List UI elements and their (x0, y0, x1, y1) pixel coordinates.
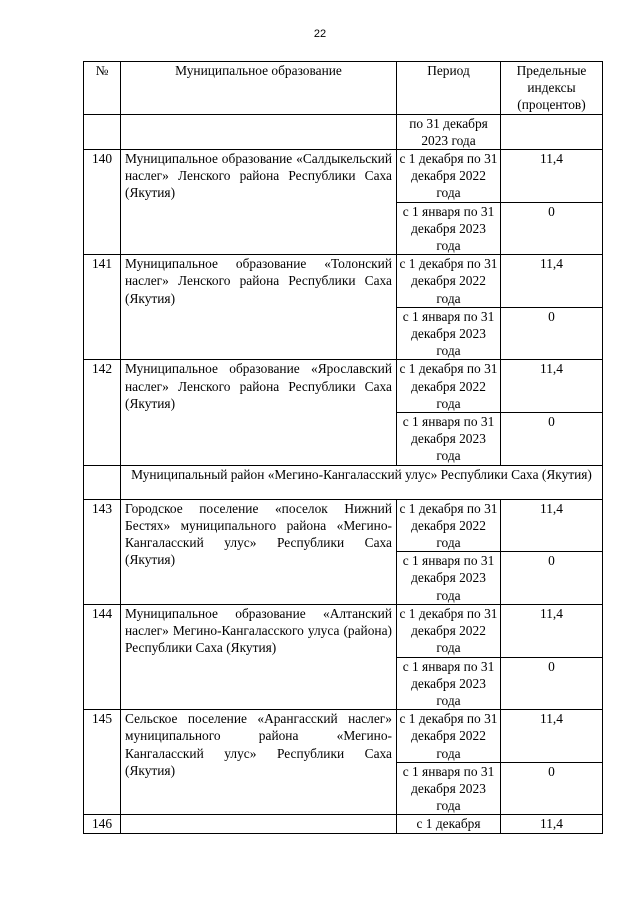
cell-period: с 1 января по 31 декабря 2023 года (397, 762, 501, 815)
cell-number: 141 (84, 255, 121, 360)
cell-period: с 1 января по 31 декабря 2023 года (397, 657, 501, 710)
cell-index (501, 114, 603, 149)
cell-index: 11,4 (501, 710, 603, 763)
table-row (84, 499, 603, 552)
cell-index: 11,4 (501, 604, 603, 657)
cell-index: 11,4 (501, 499, 603, 552)
table-row (84, 150, 603, 203)
cell-period: с 1 января по 31 декабря 2023 года (397, 307, 501, 360)
cell-number: 145 (84, 710, 121, 815)
cell-municipality: Муниципальное образование «Алтанский наслег» Мегино-Кангаласского улуса (района) Республики Саха (Якутия) (121, 604, 397, 709)
cell-municipality: Муниципальное образование «Толонский наслег» Ленского района Республики Саха (Якутия) (121, 255, 397, 360)
header-period: Период (397, 62, 501, 115)
table-header-row (84, 62, 603, 115)
cell-period: с 1 декабря (397, 815, 501, 833)
cell-municipality: Муниципальное образование «Салдыкельский наслег» Ленского района Республики Саха (Якутия) (121, 150, 397, 255)
cell-period: с 1 декабря по 31 декабря 2022 года (397, 710, 501, 763)
indices-table (83, 61, 603, 834)
cell-period: с 1 декабря по 31 декабря 2022 года (397, 360, 501, 413)
cell-index: 11,4 (501, 255, 603, 308)
header-municipality: Муниципальное образование (121, 62, 397, 115)
continuation-row (84, 114, 603, 149)
table-row (84, 255, 603, 308)
cell-index: 11,4 (501, 360, 603, 413)
cell-index: 0 (501, 552, 603, 605)
cell-municipality: Сельское поселение «Арангасский наслег» муниципального района «Мегино-Кангаласский улус» Республики Саха (Якутия) (121, 710, 397, 815)
table-row (84, 815, 603, 833)
header-number: № (84, 62, 121, 115)
cell-index: 11,4 (501, 150, 603, 203)
cell-period: по 31 декабря 2023 года (397, 114, 501, 149)
cell-index: 0 (501, 762, 603, 815)
cell-number (84, 465, 121, 499)
cell-index: 0 (501, 307, 603, 360)
cell-period: с 1 декабря по 31 декабря 2022 года (397, 150, 501, 203)
header-index: Предельные индексы (процентов) (501, 62, 603, 115)
cell-index: 0 (501, 657, 603, 710)
table-row (84, 604, 603, 657)
cell-number: 140 (84, 150, 121, 255)
cell-period: с 1 января по 31 декабря 2023 года (397, 552, 501, 605)
cell-period: с 1 января по 31 декабря 2023 года (397, 202, 501, 255)
page-number: 22 (313, 28, 327, 40)
cell-municipality (121, 114, 397, 149)
cell-number (84, 114, 121, 149)
cell-period: с 1 декабря по 31 декабря 2022 года (397, 255, 501, 308)
cell-period: с 1 декабря по 31 декабря 2022 года (397, 499, 501, 552)
cell-municipality: Городское поселение «поселок Нижний Бестях» муниципального района «Мегино-Кангаласский улус» Республики Саха (Якутия) (121, 499, 397, 604)
cell-municipality (121, 815, 397, 833)
cell-index: 0 (501, 413, 603, 466)
cell-index: 11,4 (501, 815, 603, 833)
cell-period: с 1 декабря по 31 декабря 2022 года (397, 604, 501, 657)
cell-number: 146 (84, 815, 121, 833)
cell-number: 142 (84, 360, 121, 465)
table-row (84, 360, 603, 413)
cell-index: 0 (501, 202, 603, 255)
cell-period: с 1 января по 31 декабря 2023 года (397, 413, 501, 466)
cell-municipality: Муниципальное образование «Ярославский наслег» Ленского района Республики Саха (Якутия) (121, 360, 397, 465)
table-row (84, 710, 603, 763)
cell-number: 144 (84, 604, 121, 709)
section-title: Муниципальный район «Мегино-Кангаласский улус» Республики Саха (Якутия) (121, 465, 603, 499)
cell-number: 143 (84, 499, 121, 604)
section-row (84, 465, 603, 499)
